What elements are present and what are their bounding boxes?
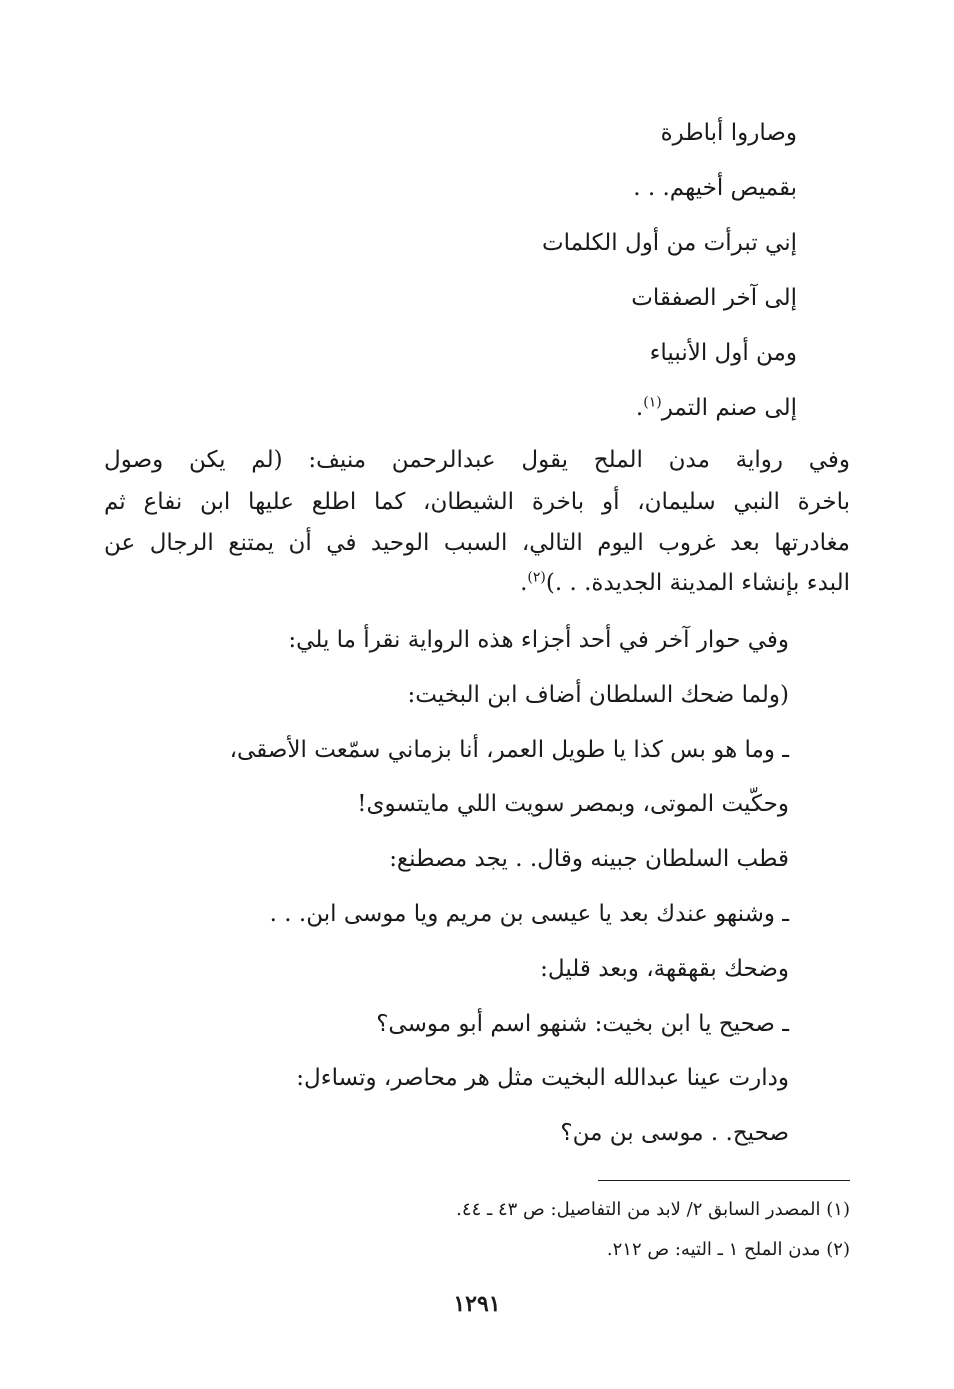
- paragraph-line: باخرة النبي سليمان، أو باخرة الشيطان، كما اطلع عليها ابن نفاع ثم: [104, 489, 850, 515]
- paragraph-line-text: البدء بإنشاء المدينة الجديدة. . .): [545, 570, 850, 596]
- poem-line-text: إلى صنم التمر: [661, 395, 797, 421]
- poem-end-mark: .: [635, 395, 644, 421]
- paragraph-line-last: [104, 567, 850, 599]
- footnote-ref-2[interactable]: (٢): [527, 569, 546, 586]
- poem-line: ومن أول الأنبياء: [649, 340, 797, 366]
- dialogue-line: ـ وما هو بس كذا يا طويل العمر، أنا بزماني سمّعت الأصقى،: [229, 737, 789, 763]
- footnote-1: (١) المصدر السابق ٢/ لابد من التفاصيل: ص ٤٣ ـ ٤٤.: [456, 1199, 850, 1220]
- dialogue-line: وفي حوار آخر في أحد أجزاء هذه الرواية نقرأ ما يلي:: [288, 627, 789, 653]
- page-number: ١٢٩١: [453, 1291, 501, 1317]
- dialogue-line: صحيح. . موسى بن من؟: [560, 1120, 789, 1146]
- poem-line: وصاروا أباطرة: [660, 120, 797, 146]
- dialogue-line: قطب السلطان جبينه وقال. . يجد مصطنع:: [389, 846, 789, 872]
- dialogue-line: وضحك بقهقهة، وبعد قليل:: [540, 956, 789, 982]
- footnote-separator: [598, 1180, 850, 1181]
- dialogue-line: وحكّيت الموتى، وبمصر سويت اللي مايتسوى!: [357, 791, 789, 817]
- footnote-ref-1[interactable]: (١): [643, 394, 662, 411]
- poem-line: إلى آخر الصفقات: [631, 285, 797, 311]
- poem-line: بقميص أخيهم. . .: [633, 175, 797, 201]
- dialogue-line: (ولما ضحك السلطان أضاف ابن البخيت:: [407, 682, 789, 708]
- paragraph-line: وفي رواية مدن الملح يقول عبدالرحمن منيف: (لم يكن وصول: [104, 447, 850, 473]
- poem-line: إني تبرأت من أول الكلمات: [542, 230, 797, 256]
- paragraph-end-mark: .: [520, 570, 528, 596]
- paragraph-line: مغادرتها بعد غروب اليوم التالي، السبب الوحيد في أن يمتنع الرجال عن: [104, 530, 850, 556]
- dialogue-line: ودارت عينا عبدالله البخيت مثل هر محاصر، وتساءل:: [296, 1065, 789, 1091]
- footnote-2: (٢) مدن الملح ١ ـ التيه: ص ٢١٢.: [606, 1239, 850, 1260]
- dialogue-line: ـ صحيح يا ابن بخيت: شنهو اسم أبو موسى؟: [376, 1011, 789, 1037]
- poem-line-last: [636, 392, 797, 424]
- dialogue-line: ـ وشنهو عندك بعد يا عيسى بن مريم ويا موسى ابن. . .: [269, 901, 789, 927]
